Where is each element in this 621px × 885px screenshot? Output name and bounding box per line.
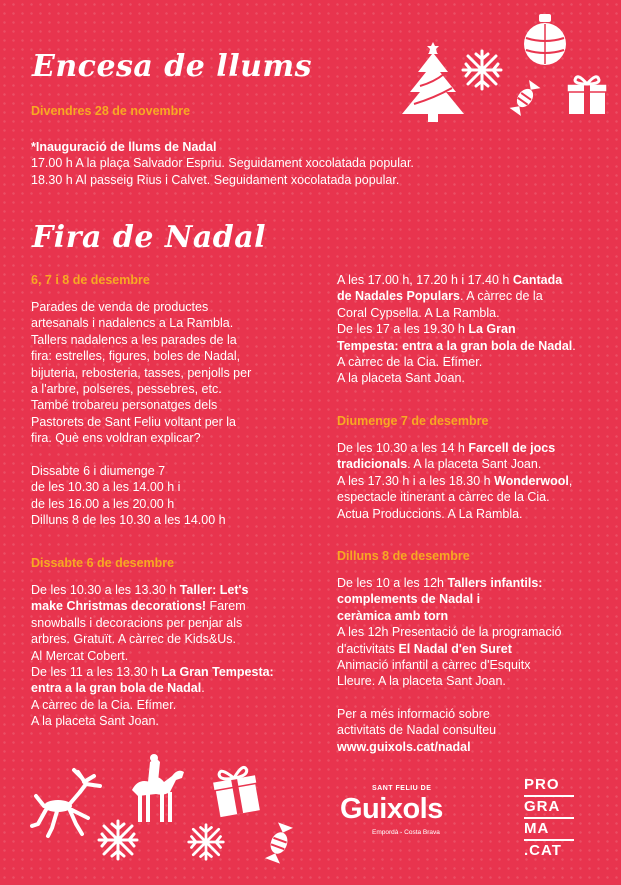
dissabte-text [31, 582, 311, 730]
text-segment: Wonderwool [494, 473, 569, 488]
text-segment: De les 17 a les 19.30 h [337, 322, 469, 337]
text-segment: A les 17.30 h i a les 18.30 h [337, 473, 495, 488]
text-segment: A les 12h Presentació de la programació [337, 625, 562, 640]
programa-divider [524, 795, 574, 797]
dissabte-line [31, 582, 311, 598]
dilluns-line [337, 657, 607, 673]
text-segment: . [572, 338, 576, 353]
fira-line: fira. Què ens voldran explicar? [31, 431, 201, 446]
programa-divider [524, 817, 574, 819]
dissabte-date: Dissabte 6 de desembre [31, 556, 175, 570]
text-segment: Tallers infantils: [447, 576, 543, 590]
dissabte-line [31, 713, 311, 729]
diumenge-date: Diumenge 7 de desembre [337, 414, 489, 428]
fira-line: Parades de venda de productes [31, 300, 209, 314]
text-segment: A la placeta Sant Joan. [337, 371, 465, 386]
fira-line: Dilluns 8 de les 10.30 a les 14.00 h [31, 513, 226, 528]
dissabte-line [31, 615, 311, 631]
dilluns-line [337, 673, 607, 689]
text-segment: A la placeta Sant Joan. [31, 714, 159, 729]
dilluns-text [337, 575, 607, 690]
fira-title: Fira de Nadal [32, 220, 267, 255]
fira-body [31, 299, 306, 529]
text-segment: De les 11 a les 13.30 h [31, 665, 162, 680]
text-segment: Al Mercat Cobert. [31, 648, 129, 663]
programa-line: MA [524, 820, 550, 837]
logo-top: SANT FELIU DE [372, 785, 432, 792]
text-segment: Actua Produccions. A La Rambla. [337, 506, 523, 521]
encesa-text [31, 139, 501, 188]
dissabte-line [31, 631, 311, 647]
info-url-link[interactable]: www.guixols.cat/nadal [337, 739, 471, 754]
programa-line: .CAT [524, 842, 562, 859]
diumenge-line [337, 456, 607, 472]
fira-date: 6, 7 i 8 de desembre [31, 273, 150, 287]
text-segment: tradicionals [337, 457, 408, 472]
text-segment: espectacle itinerant a càrrec de la Cia. [337, 490, 550, 505]
right1-line [337, 354, 607, 370]
christmas-tree-icon [398, 42, 468, 124]
camel-rider-icon [124, 752, 188, 824]
dissabte-line [31, 598, 311, 614]
text-segment: arbres. Gratuït. A càrrec de Kids&Us. [31, 632, 236, 647]
text-segment: make Christmas decorations! [31, 599, 207, 614]
text-segment: snowballs i decoracions per penjar als [31, 615, 243, 630]
text-segment: Taller: Let's [179, 583, 249, 597]
text-segment: De les 10.30 a les 14 h [337, 441, 469, 455]
ornament-ball-icon [520, 10, 570, 70]
encesa-date: Divendres 28 de novembre [31, 104, 191, 118]
logo-sub: Empordà - Costa Brava [372, 829, 440, 836]
right1-text [337, 272, 607, 387]
dissabte-line [31, 697, 311, 713]
fira-line: bijuteria, rebosteria, tasses, penjolls per [31, 365, 252, 380]
dilluns-line [337, 624, 607, 640]
text-segment: de Nadales Populars [337, 289, 460, 304]
candy-icon [507, 76, 543, 120]
fira-line: Pastorets de Sant Feliu voltant per la [31, 414, 236, 429]
snowflake-icon [186, 822, 226, 862]
gift-icon [210, 762, 262, 818]
right1-line [337, 305, 607, 321]
dissabte-line [31, 664, 311, 680]
programa-divider [524, 839, 574, 841]
text-segment: Animació infantil a càrrec d'Esquitx [337, 658, 531, 673]
fira-line: de les 10.30 a les 14.00 h i [31, 480, 181, 495]
text-segment: A càrrec de la Cia. Efímer. [31, 697, 177, 712]
right1-line [337, 288, 607, 304]
candy-icon [262, 818, 296, 868]
dilluns-line [337, 608, 607, 624]
text-segment: , [568, 473, 573, 488]
dissabte-line [31, 648, 311, 664]
logo-wordmark: Guixols [340, 793, 443, 825]
dilluns-line [337, 641, 607, 657]
right1-line [337, 338, 607, 354]
encesa-line: 18.30 h Al passeig Rius i Calvet. Seguidament xocolatada popular. [31, 172, 400, 187]
info-text [337, 706, 607, 755]
right1-line [337, 370, 607, 386]
programa-line: PRO [524, 776, 560, 793]
text-segment: A càrrec de la Cia. Efímer. [337, 355, 483, 370]
programa-line: GRA [524, 798, 561, 815]
text-segment: De les 10.30 a les 13.30 h [31, 583, 180, 597]
dilluns-date: Dilluns 8 de desembre [337, 549, 470, 563]
dilluns-line [337, 575, 607, 591]
fira-line: artesanals i nadalencs a La Rambla. [31, 316, 234, 331]
text-segment: entra a la gran bola de Nadal [31, 681, 202, 696]
text-segment: De les 10 a les 12h [337, 576, 448, 590]
text-segment: A les 17.00 h, 17.20 h i 17.40 h [337, 273, 513, 287]
text-segment: Farem [206, 599, 246, 614]
fira-line: Dissabte 6 i diumenge 7 [31, 464, 166, 479]
diumenge-text [337, 440, 607, 522]
text-segment: Coral Cypsella. A La Rambla. [337, 305, 500, 320]
dilluns-line [337, 591, 607, 607]
dissabte-line [31, 680, 311, 696]
text-segment: Tempesta: entra a la gran bola de Nadal [337, 338, 573, 353]
text-segment: d'activitats [337, 641, 399, 656]
encesa-title: Encesa de llums [32, 49, 313, 84]
right1-line [337, 272, 607, 288]
snowflake-icon [460, 48, 504, 92]
text-segment: La Gran Tempesta: [161, 665, 274, 680]
diumenge-line [337, 440, 607, 456]
text-segment: Lleure. A la placeta Sant Joan. [337, 674, 506, 689]
text-segment: Farcell de jocs [468, 441, 556, 455]
text-segment: Cantada [512, 273, 563, 287]
text-segment: complements de Nadal i [337, 592, 481, 607]
text-segment: La Gran [468, 322, 516, 337]
snowflake-icon [96, 818, 140, 862]
fira-line: a l'arbre, polseres, pessebres, etc. [31, 382, 222, 397]
text-segment: . A càrrec de la [459, 289, 543, 304]
diumenge-line [337, 506, 607, 522]
gift-icon [565, 72, 609, 116]
fira-line: de les 16.00 a les 20.00 h [31, 496, 175, 511]
encesa-line: *Inauguració de llums de Nadal [31, 140, 217, 154]
text-segment: . [201, 681, 205, 696]
fira-line: fira: estrelles, figures, boles de Nadal, [31, 349, 241, 364]
info-line: activitats de Nadal consulteu [337, 723, 497, 738]
text-segment: El Nadal d'en Suret [398, 641, 512, 656]
text-segment: . A la placeta Sant Joan. [407, 457, 542, 472]
right1-line [337, 321, 607, 337]
text-segment: ceràmica amb torn [337, 608, 449, 623]
fira-line: Tallers nadalencs a les parades de la [31, 332, 237, 347]
info-line: Per a més informació sobre [337, 707, 490, 721]
encesa-line: 17.00 h A la plaça Salvador Espriu. Seguidament xocolatada popular. [31, 156, 414, 171]
diumenge-line [337, 489, 607, 505]
fira-line: També trobareu personatges dels [31, 398, 218, 413]
diumenge-line [337, 473, 607, 489]
